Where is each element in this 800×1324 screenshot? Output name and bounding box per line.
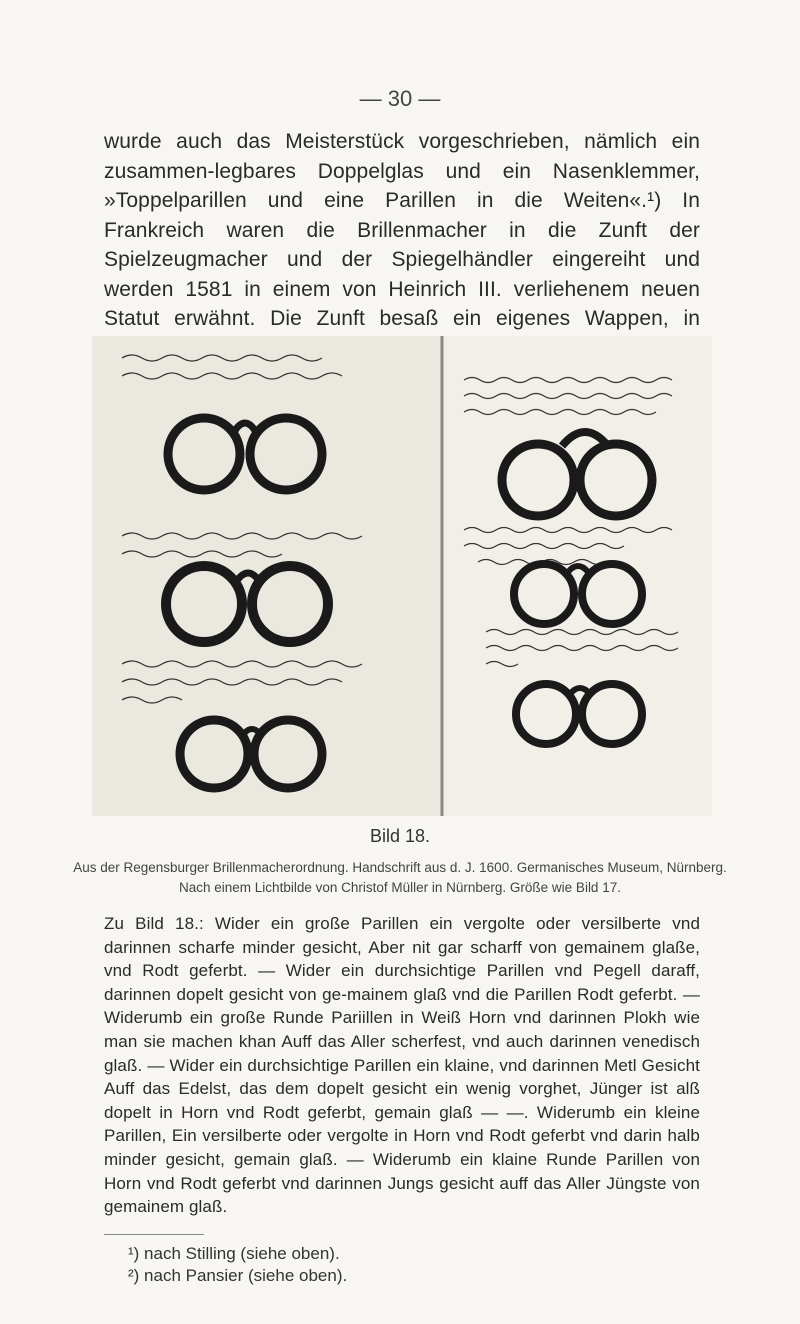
body-paragraph: Zu Bild 18.: Wider ein große Parillen ein vergolte oder versilberte vnd darinnen scharfe minder gesicht, Aber nit gar scharff von gemainem glaße, vnd Rodt geferbt. — Wider ein durchsichtige Parillen vnd Pegell daraff, darinnen dopelt gesicht von ge-mainem glaß vnd die Parillen Rodt geferbt. — Widerumb ein große Runde Pariillen in Weiß Horn vnd darinnen Plokh wie man sie machen khan Auff das Aller scherfest, vnd auch darinnen venedisch glaß. — Wider ein durchsichtige Parillen ein klaine, vnd darinnen Metl Gesicht Auff das Edelst, das dem dopelt gesicht ein wenig vorghet, Jünger ist alß dopelt in Horn vnd Rodt geferbt, gemain glaß — —. Widerumb ein kleine Parillen, Ein versilberte oder vergolte in Horn vnd Rodt geferbt vnd darin halb minder gesicht, gemain glaß. — Widerumb ein klaine Runde Parillen von Horn vnd Rodt geferbt vnd darinnen Jungs gesicht auff das Aller Jüngste von gemainem glaß. bbox=[104, 914, 700, 1217]
footnote-2: ²) nach Pansier (siehe oben). bbox=[128, 1266, 348, 1285]
figure-title: Bild 18. bbox=[369, 826, 431, 846]
spectacles-illustration bbox=[92, 336, 712, 816]
figure-caption: Aus der Regensburger Brillenmacherordnung. Handschrift aus d. J. 1600. Germanisches Museum, Nürnberg. Nach einem Lichtbilde von Christof Müller in Nürnberg. Größe wie Bild 17. bbox=[73, 860, 727, 895]
footnote-divider bbox=[104, 1234, 204, 1235]
intro-paragraph: wurde auch das Meisterstück vorgeschrieben, nämlich ein zusammen-legbares Doppelglas und ein Nasenklemmer, »Toppelparillen und eine Parillen in die Weiten«.¹) In Frankreich waren die Brillenmacher in die Zunft der Spielzeugmacher und der Spiegelhändler eingereiht und werden 1581 in einem von Heinrich III. verliehenem neuen Statut erwähnt. Die Zunft besaß ein eigenes Wappen, in bbox=[104, 130, 700, 330]
footnote-1: ¹) nach Stilling (siehe oben). bbox=[128, 1244, 340, 1263]
manuscript-right-page bbox=[442, 336, 712, 816]
page-number: — 30 — bbox=[359, 86, 441, 111]
figure-spectacles-manuscript bbox=[92, 336, 712, 816]
